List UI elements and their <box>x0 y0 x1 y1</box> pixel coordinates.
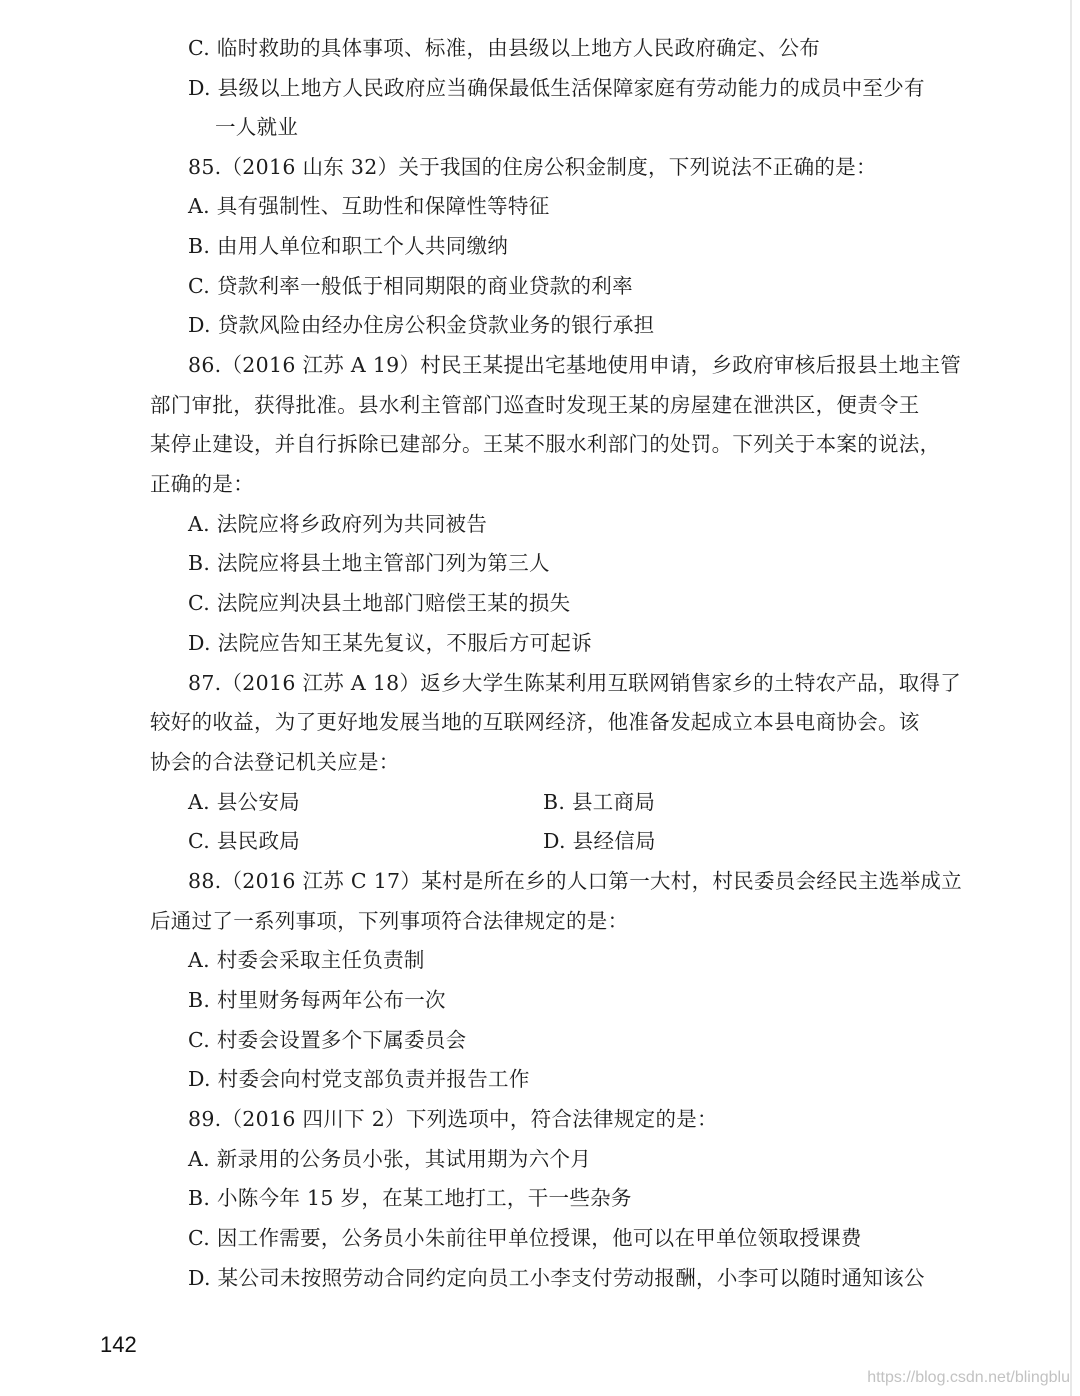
q88-option-a: A. 村委会采取主任负责制 <box>188 948 425 972</box>
q86-option-a: A. 法院应将乡政府列为共同被告 <box>188 512 488 536</box>
watermark: https://blog.csdn.net/blingblu <box>867 1369 1070 1386</box>
q84-option-d: D. 县级以上地方人民政府应当确保最低生活保障家庭有劳动能力的成员中至少有 <box>188 76 925 100</box>
q86-stem: 86.（2016 江苏 A 19）村民王某提出宅基地使用申请，乡政府审核后报县土地主管 <box>188 353 962 377</box>
q86-stem-line-2: 部门审批，获得批准。县水利主管部门巡查时发现王某的房屋建在泄洪区，便责令王 <box>150 393 920 417</box>
q87-stem-line-3: 协会的合法登记机关应是： <box>150 750 400 774</box>
q86-stem-line-4: 正确的是： <box>150 472 254 496</box>
q87-stem-line-2: 较好的收益，为了更好地发展当地的互联网经济，他准备发起成立本县电商协会。该 <box>150 710 920 734</box>
q87-option-d: D. 县经信局 <box>543 829 656 853</box>
q89-option-d: D. 某公司未按照劳动合同约定向员工小李支付劳动报酬，小李可以随时通知该公 <box>188 1266 925 1290</box>
q89-option-a: A. 新录用的公务员小张，其试用期为六个月 <box>188 1147 592 1171</box>
page-number: 142 <box>100 1332 137 1357</box>
q89-stem: 89.（2016 四川下 2）下列选项中，符合法律规定的是： <box>188 1107 718 1131</box>
q85-option-d: D. 贷款风险由经办住房公积金贷款业务的银行承担 <box>188 313 655 337</box>
q86-option-b: B. 法院应将县土地主管部门列为第三人 <box>188 551 550 575</box>
q87-option-c: C. 县民政局 <box>188 829 301 853</box>
q89-option-c: C. 因工作需要，公务员小朱前往甲单位授课，他可以在甲单位领取授课费 <box>188 1226 862 1250</box>
q85-stem: 85.（2016 山东 32）关于我国的住房公积金制度，下列说法不正确的是： <box>188 155 877 179</box>
q87-option-b: B. 县工商局 <box>543 790 656 814</box>
q88-option-c: C. 村委会设置多个下属委员会 <box>188 1028 467 1052</box>
q85-option-b: B. 由用人单位和职工个人共同缴纳 <box>188 234 509 258</box>
q87-stem: 87.（2016 江苏 A 18）返乡大学生陈某利用互联网销售家乡的土特农产品，取得了 <box>188 671 962 695</box>
q85-option-c: C. 贷款利率一般低于相同期限的商业贷款的利率 <box>188 274 633 298</box>
q89-option-b: B. 小陈今年 15 岁，在某工地打工，干一些杂务 <box>188 1186 632 1210</box>
q88-option-b: B. 村里财务每两年公布一次 <box>188 988 446 1012</box>
q86-stem-line-3: 某停止建设，并自行拆除已建部分。王某不服水利部门的处罚。下列关于本案的说法， <box>150 432 941 456</box>
q87-option-a: A. 县公安局 <box>188 790 300 814</box>
q86-option-d: D. 法院应告知王某先复议，不服后方可起诉 <box>188 631 593 655</box>
scan-edge <box>1070 0 1072 1396</box>
q88-stem-line-2: 后通过了一系列事项，下列事项符合法律规定的是： <box>150 909 629 933</box>
q88-stem: 88.（2016 江苏 C 17）某村是所在乡的人口第一大村，村民委员会经民主选举成立 <box>188 869 962 893</box>
q84-option-d-continued: 一人就业 <box>215 115 299 139</box>
q84-option-c: C. 临时救助的具体事项、标准，由县级以上地方人民政府确定、公布 <box>188 36 821 60</box>
q85-option-a: A. 具有强制性、互助性和保障性等特征 <box>188 194 550 218</box>
q88-option-d: D. 村委会向村党支部负责并报告工作 <box>188 1067 530 1091</box>
q86-option-c: C. 法院应判决县土地部门赔偿王某的损失 <box>188 591 571 615</box>
